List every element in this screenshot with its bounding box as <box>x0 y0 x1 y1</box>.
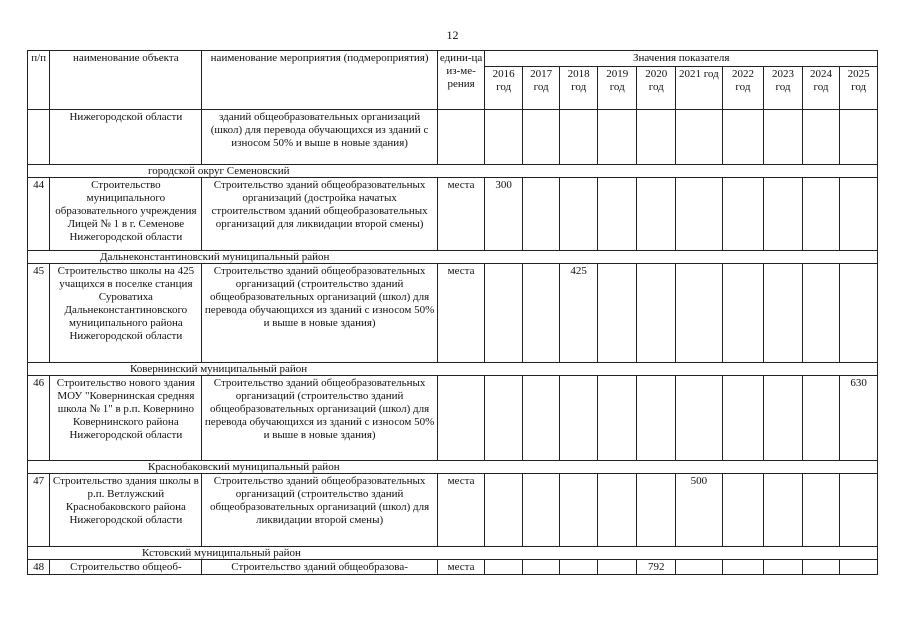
section-label: Кстовский муниципальный район <box>142 547 301 559</box>
row-value <box>802 110 840 165</box>
table-row <box>28 560 878 575</box>
row-value <box>522 376 560 461</box>
row-value <box>802 264 840 363</box>
row-value <box>597 178 637 251</box>
header-year: 2023 год <box>764 67 803 110</box>
row-value <box>840 110 878 165</box>
row-value <box>522 264 560 363</box>
header-values: Значения показателя <box>485 51 878 67</box>
header-num: п/п <box>28 51 50 110</box>
row-value <box>637 110 676 165</box>
header-year: 2016 год <box>485 67 523 110</box>
row-num: 45 <box>28 264 50 363</box>
row-num: 46 <box>28 376 50 461</box>
row-value <box>676 110 723 165</box>
section-row <box>28 547 878 560</box>
row-measure: Строительство зданий общеобразовательных организаций (строительство зданий общеобразовательных организаций (школ) для ликвидации второй смены) <box>202 474 437 547</box>
section-label: городской округ Семеновский <box>148 165 290 177</box>
header-measure: наименование мероприятия (подмероприятия) <box>202 51 437 110</box>
row-value <box>560 110 598 165</box>
header-year: 2022 год <box>722 67 764 110</box>
row-value: 792 <box>637 560 676 575</box>
row-value <box>676 376 723 461</box>
section-label: Краснобаковский муниципальный район <box>148 461 340 473</box>
row-value <box>802 474 840 547</box>
row-value <box>560 560 598 575</box>
table-row <box>28 474 878 547</box>
row-value <box>764 376 803 461</box>
row-unit: места <box>437 560 485 575</box>
row-value <box>597 560 637 575</box>
indicator-table <box>27 50 878 575</box>
header-year: 2018 год <box>560 67 598 110</box>
row-num <box>28 110 50 165</box>
row-num: 47 <box>28 474 50 547</box>
row-value <box>485 110 523 165</box>
header-year: 2017 год <box>522 67 560 110</box>
row-object: Строительство общеоб- <box>50 560 202 575</box>
row-object: Строительство муниципального образовательного учреждения Лицей № 1 в г. Семенове Нижегородской области <box>50 178 202 251</box>
header-year: 2025 год <box>840 67 878 110</box>
row-object: Строительство здания школы в р.п. Ветлужский Краснобаковского района Нижегородской области <box>50 474 202 547</box>
table-row <box>28 110 878 165</box>
row-value <box>840 264 878 363</box>
row-value <box>485 264 523 363</box>
row-object: Строительство нового здания МОУ "Ковернинская средняя школа № 1" в р.п. Ковернино Ковернинского района Нижегородской области <box>50 376 202 461</box>
row-num: 48 <box>28 560 50 575</box>
row-value <box>560 178 598 251</box>
row-unit: места <box>437 264 485 363</box>
row-value <box>560 474 598 547</box>
row-value <box>840 178 878 251</box>
row-value <box>676 178 723 251</box>
section-label: Ковернинский муниципальный район <box>130 363 308 375</box>
header-year: 2024 год <box>802 67 840 110</box>
row-value <box>764 110 803 165</box>
row-value <box>764 474 803 547</box>
section-row <box>28 165 878 178</box>
row-value <box>722 376 764 461</box>
header-year: 2019 год <box>597 67 637 110</box>
row-value <box>722 264 764 363</box>
row-value <box>597 376 637 461</box>
row-value: 425 <box>560 264 598 363</box>
row-value <box>764 264 803 363</box>
row-value <box>722 178 764 251</box>
section-row <box>28 251 878 264</box>
row-num: 44 <box>28 178 50 251</box>
row-value <box>522 110 560 165</box>
row-measure: зданий общеобразовательных организаций (школ) для перевода обучающихся из зданий с износом 50% и выше в новые здания) <box>202 110 437 165</box>
row-value <box>637 264 676 363</box>
row-measure: Строительство зданий общеобразовательных организаций (достройка начатых строительством зданий общеобразовательных организаций для ликвидации второй смены) <box>202 178 437 251</box>
row-measure: Строительство зданий общеобразова- <box>202 560 437 575</box>
row-object: Строительство школы на 425 учащихся в поселке станция Суроватиха Дальнеконстантиновского муниципального района Нижегородской области <box>50 264 202 363</box>
row-value <box>485 474 523 547</box>
row-value <box>676 264 723 363</box>
header-year: 2020 год <box>637 67 676 110</box>
row-value <box>597 474 637 547</box>
row-value <box>802 560 840 575</box>
header-year: 2021 год <box>676 67 723 110</box>
row-measure: Строительство зданий общеобразовательных организаций (строительство зданий общеобразовательных организаций (школ) для перевода обучающихся из зданий с износом 50% и выше в новые здания) <box>202 264 437 363</box>
row-value <box>840 474 878 547</box>
row-unit: места <box>437 474 485 547</box>
row-value <box>722 474 764 547</box>
row-object: Нижегородской области <box>50 110 202 165</box>
row-value <box>522 178 560 251</box>
row-value <box>485 376 523 461</box>
row-value <box>637 474 676 547</box>
section-row <box>28 461 878 474</box>
row-value <box>637 376 676 461</box>
row-value: 500 <box>676 474 723 547</box>
row-value <box>764 560 803 575</box>
page-number: 12 <box>446 28 459 42</box>
row-unit <box>437 376 485 461</box>
row-value <box>597 264 637 363</box>
table-row <box>28 376 878 461</box>
row-value: 630 <box>840 376 878 461</box>
row-value <box>597 110 637 165</box>
row-value: 300 <box>485 178 523 251</box>
row-value <box>485 560 523 575</box>
row-value <box>802 178 840 251</box>
row-measure: Строительство зданий общеобразовательных организаций (строительство зданий общеобразовательных организаций (школ) для перевода обучающихся из зданий с износом 50% и выше в новые здания) <box>202 376 437 461</box>
row-value <box>522 474 560 547</box>
header-unit: едини-ца из-ме-рения <box>437 51 485 110</box>
header-object: наименование объекта <box>50 51 202 110</box>
row-unit: места <box>437 178 485 251</box>
table-row <box>28 178 878 251</box>
row-value <box>840 560 878 575</box>
row-value <box>676 560 723 575</box>
row-value <box>802 376 840 461</box>
row-value <box>522 560 560 575</box>
row-value <box>722 560 764 575</box>
section-row <box>28 363 878 376</box>
row-value <box>637 178 676 251</box>
row-unit <box>437 110 485 165</box>
row-value <box>764 178 803 251</box>
row-value <box>560 376 598 461</box>
row-value <box>722 110 764 165</box>
table-row <box>28 264 878 363</box>
section-label: Дальнеконстантиновский муниципальный район <box>100 251 330 263</box>
table-header-row <box>28 51 878 67</box>
